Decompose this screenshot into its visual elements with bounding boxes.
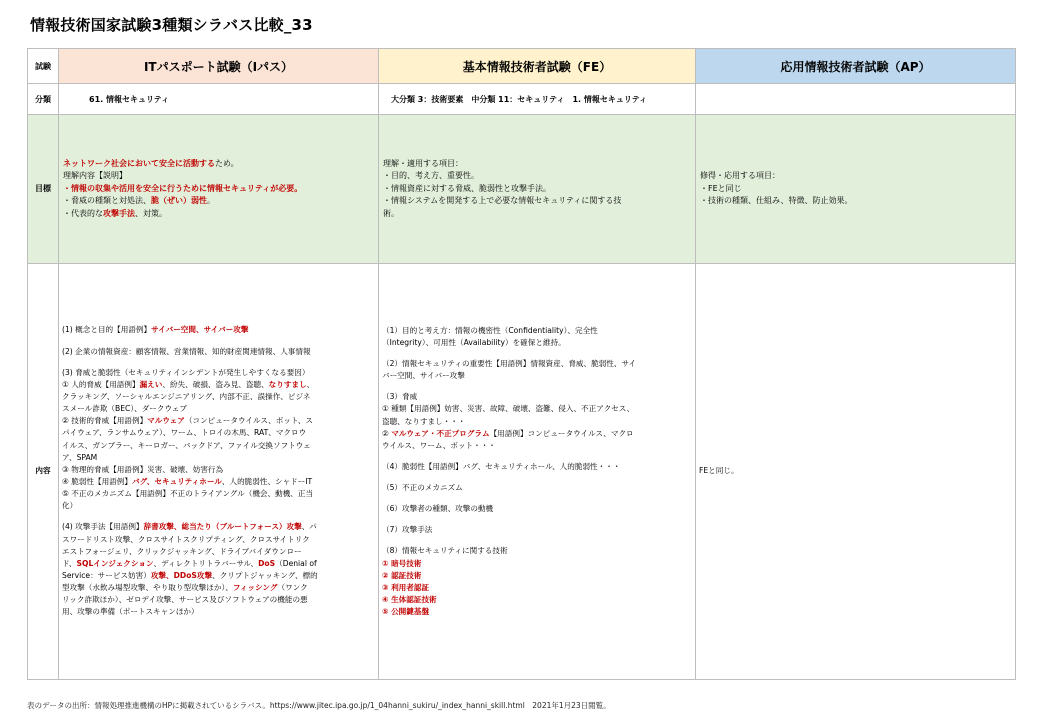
ip-p4n: 型攻撃（水飲み場型攻撃、やり取り型攻撃ほか）、 (62, 583, 233, 593)
source-footnote: 表のデータの出所：情報処理推進機構のHPに掲載されているシラバス。https://www.jitec.ipa.go.jp/1_04hanni_sukiru/_index_hanni_skill.html 2021年1月23日閲覧。 (27, 701, 611, 710)
ip-p1a: (1) 概念と目的【用語例】 (62, 325, 152, 335)
ip-p4f: ド、 (62, 558, 77, 568)
category-row (28, 84, 1016, 115)
row-label-category: 分類 (28, 84, 59, 115)
fe-p2a: （2）情報セキュリティの重要性【用語例】情報資産、脅威、脆弱性、サイ (382, 358, 637, 368)
fe-p4: （4）脆弱性【用語例】バグ、セキュリティホール、人的脆弱性・・・ (382, 461, 621, 471)
fe-p1a: （1）目的と考え方：情報の機密性（Confidentiality）、完全性 (382, 325, 598, 335)
ip-p4h: 、ディレクトリトラバーサル、 (153, 558, 259, 568)
header-ap: 応用情報技術者試験（AP） (696, 49, 1016, 84)
ip-p2: (2) 企業の情報資産：顧客情報、営業情報、知的財産関連情報、人事情報 (62, 346, 311, 356)
content-row (28, 264, 1016, 680)
category-ip: 61. 情報セキュリティ (59, 84, 379, 115)
ip-p4p: （ワンク (277, 583, 308, 593)
fe-p8-2: ② 認証技術 (382, 570, 422, 580)
ip-p3-2a: ② 技術的脅威【用語例】 (62, 416, 148, 426)
ip-p4d: スワードリスト攻撃、クロスサイトスクリプティング、クロスサイトリク (62, 534, 310, 544)
row-label-content: 内容 (28, 264, 59, 680)
ip-p3-1f: クラッキング、ソーシャルエンジニアリング、内部不正、誤操作、ビジネ (62, 392, 311, 402)
header-row (28, 49, 1016, 84)
ip-p3-5a: ⑤ 不正のメカニズム【用語例】不正のトライアングル（機会、動機、正当 (62, 489, 314, 499)
ip-p3-1b: 漏えい (139, 379, 163, 389)
row-label-goal: 目標 (28, 115, 59, 264)
ip-p3-2e: イルス、ガンブラー、キーロガー、バックドア、ファイル交換ソフトウェ (62, 440, 311, 450)
fe-p2b: バー空間、サイバー攻撃 (382, 371, 465, 381)
goal-ip (59, 115, 379, 264)
goal-ip-l4c: 。 (207, 196, 215, 206)
fe-p3-2a: ② (382, 428, 392, 438)
ip-p3-3: ③ 物理的脅威【用語例】災害、破壊、妨害行為 (62, 464, 224, 474)
fe-p8-4: ④ 生体認証技術 (382, 595, 437, 605)
ip-p3: (3) 脅威と脆弱性（セキュリティインシデントが発生しやすくなる要因） (62, 367, 310, 377)
goal-ap-l3: ・技術の種類、仕組み、特徴、防止効果。 (700, 196, 853, 206)
ip-p3-4c: 、人的脆弱性、シャドーIT (221, 477, 313, 486)
fe-p8: （8）情報セキュリティに関する技術 (382, 546, 508, 556)
goal-ip-l5b: 攻撃手法 (103, 208, 135, 218)
ip-p4b: 辞書攻撃、総当たり（ブルートフォース）攻撃 (143, 522, 302, 532)
goal-ip-l5a: ・代表的な (63, 208, 103, 218)
ip-p4e: エストフォージェリ、クリックジャッキング、ドライブバイダウンロー (62, 546, 302, 556)
fe-p8-1: ① 暗号技術 (382, 558, 422, 568)
ip-p4o: フィッシング (232, 583, 278, 593)
goal-ip-l1b: ため。 (215, 159, 239, 169)
fe-p8-5: ⑤ 公開鍵基盤 (382, 607, 430, 617)
fe-p3-2b: マルウェア・不正プログラム (391, 428, 490, 438)
row-label-exam: 試験 (28, 49, 59, 84)
ip-p3-4b: バグ、セキュリティホール (131, 477, 222, 486)
fe-p8-3: ③ 利用者認証 (382, 582, 430, 592)
ip-p4l: 攻撃、DDoS攻撃 (150, 570, 213, 580)
ip-p4k: Service：サービス妨害） (62, 570, 151, 580)
goal-fe-l5: 術。 (383, 208, 399, 218)
goal-ip-l1a: ネットワーク社会において安全に活動する (63, 159, 215, 169)
goal-ip-l2: 理解内容【説明】 (63, 171, 127, 181)
ip-p4j: （Denial of (275, 558, 317, 568)
ip-p4r: 用、攻撃の準備（ポートスキャンほか） (62, 607, 199, 617)
fe-p3-1a: ① 種類【用語例】妨害、災害、故障、破壊、盗難、侵入、不正アクセス、 (382, 404, 635, 414)
ip-p3-2d: パイウェア、ランサムウェア）、ワーム、トロイの木馬、RAT、マクロウ (62, 428, 307, 438)
goal-ap (696, 115, 1016, 264)
content-ap (696, 264, 1016, 680)
ip-p4g: SQLインジェクション (76, 558, 154, 568)
ip-p3-2f: ア、SPAM (62, 452, 98, 462)
fe-p3: （3）脅威 (382, 392, 418, 402)
goal-fe (379, 115, 696, 264)
comparison-table (27, 48, 1016, 680)
fe-p3-1b: 盗聴、なりすまし・・・ (382, 416, 466, 426)
content-ip (59, 264, 379, 680)
ip-p3-1c: 、紛失、破損、盗み見、盗聴、 (162, 379, 269, 389)
content-fe (379, 264, 696, 680)
ip-p4a: (4) 攻撃手法【用語例】 (62, 522, 144, 532)
goal-fe-l2: ・目的、考え方、重要性。 (383, 171, 479, 181)
header-fe: 基本情報技術者試験（FE） (379, 49, 696, 84)
fe-p7: （7）攻撃手法 (382, 525, 433, 535)
goal-ip-l4a: ・脅威の種類と対処法、 (63, 196, 151, 206)
goal-fe-l4: ・情報システムを開発する上で必要な情報セキュリティに関する技 (383, 196, 622, 206)
ip-p1b: サイバー空間、サイバー攻撃 (151, 325, 249, 335)
ip-p3-5b: 化） (62, 501, 78, 511)
ip-p4i: DoS (258, 558, 276, 568)
ip-p4m: 、クリプトジャッキング、標的 (212, 570, 318, 580)
category-fe: 大分類 3：技術要素 中分類 11：セキュリティ 1. 情報セキュリティ (379, 84, 696, 115)
fe-p6: （6）攻撃者の種類、攻撃の動機 (382, 504, 494, 514)
category-ap (696, 84, 1016, 115)
ip-p3-1g: スメール詐欺（BEC）、ダークウェブ (62, 404, 187, 414)
ip-p3-1d: なりすまし (268, 379, 307, 389)
goal-ip-l3: ・情報の収集や活用を安全に行うために情報セキュリティが必要。 (63, 183, 303, 193)
goal-fe-l3: ・情報資産に対する脅威、脆弱性と攻撃手法。 (383, 183, 551, 193)
fe-p5: （5）不正のメカニズム (382, 483, 463, 493)
goal-ap-l2: ・FEと同じ (700, 183, 742, 193)
ip-p3-2b: マルウェア (147, 416, 185, 426)
ip-p3-1a: ① 人的脅威【用語例】 (62, 379, 140, 389)
fe-p3-2d: ウイルス、ワーム、ボット・・・ (382, 440, 496, 450)
goal-ap-l1: 修得・応用する項目： (700, 171, 780, 181)
ip-p3-1e: 、 (306, 379, 315, 389)
goal-row (28, 115, 1016, 264)
ip-p3-2c: （コンピュータウイルス、ボット、ス (184, 416, 314, 426)
header-ip: ITパスポート試験（Iパス） (59, 49, 379, 84)
fe-p3-2c: 【用語例】コンピュータウイルス、マクロ (489, 428, 634, 438)
ip-p4q: リック詐欺ほか）、ゼロデイ攻撃、サービス及びソフトウェアの機能の悪 (62, 595, 308, 605)
fe-p1b: （Integrity）、可用性（Availability）を確保と維持。 (382, 337, 566, 347)
ap-text: FEと同じ。 (699, 466, 739, 476)
page-title: 情報技術国家試験3種類シラバス比較_33 (30, 16, 313, 34)
goal-ip-l5c: 、対策。 (135, 208, 167, 218)
ip-p4c: 、パ (301, 522, 317, 532)
goal-fe-l1: 理解・適用する項目： (383, 159, 463, 169)
goal-ip-l4b: 脆（ぜい）弱性 (151, 196, 207, 206)
ip-p3-4a: ④ 脆弱性【用語例】 (62, 477, 132, 486)
